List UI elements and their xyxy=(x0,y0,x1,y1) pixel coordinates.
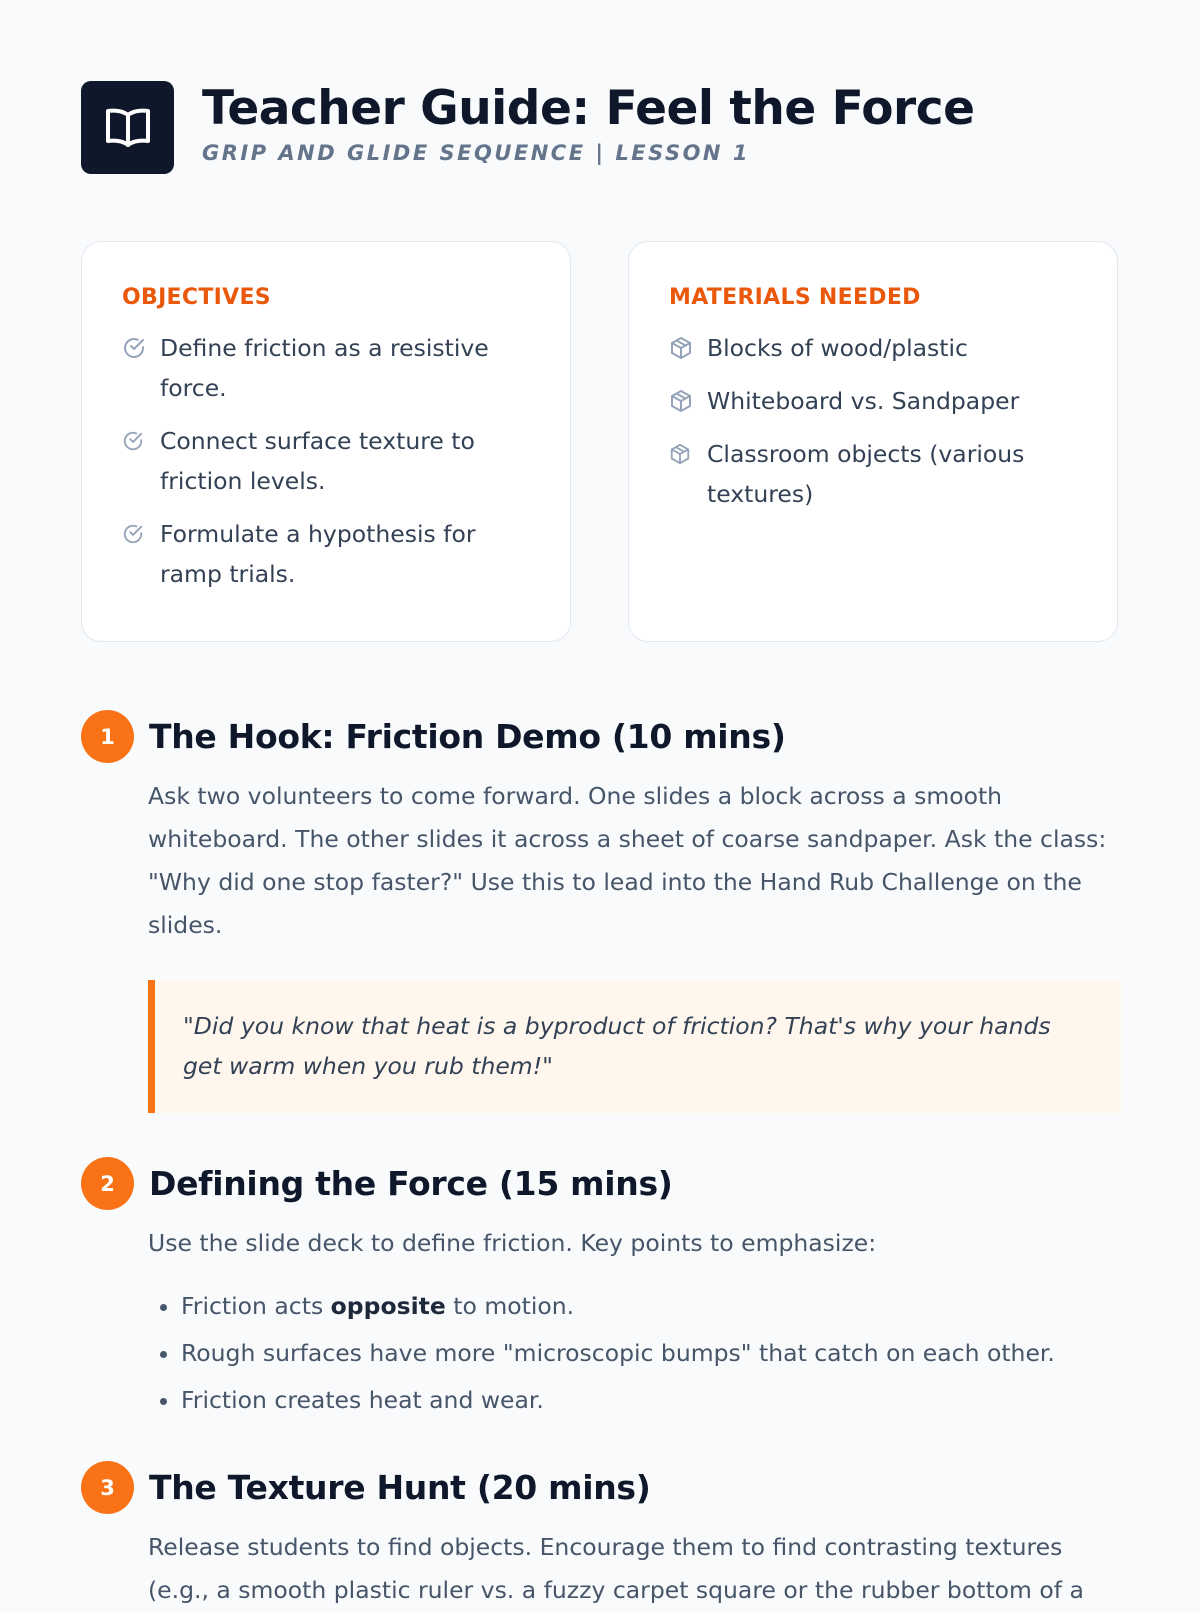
key-points-list xyxy=(148,1283,1121,1424)
list-item: • Friction acts opposite to motion. xyxy=(181,1283,1121,1330)
check-circle-icon xyxy=(122,328,148,368)
materials-list xyxy=(669,328,1077,514)
check-circle-icon xyxy=(122,514,148,554)
teacher-tip-callout: "Did you know that heat is a byproduct of friction? That's why your hands get warm when you rub them!" xyxy=(148,980,1121,1113)
section-title: Defining the Force (15 mins) xyxy=(149,1164,673,1203)
page-subtitle: GRIP AND GLIDE SEQUENCE | LESSON 1 xyxy=(202,140,750,165)
list-item: • Rough surfaces have more "microscopic bumps" that catch on each other. xyxy=(181,1330,1121,1377)
cube-icon xyxy=(669,328,695,368)
material-item xyxy=(669,328,1077,368)
step-number-badge: 2 xyxy=(81,1157,134,1210)
material-item xyxy=(669,434,1077,514)
materials-card xyxy=(628,241,1118,642)
check-circle-icon xyxy=(122,421,148,461)
objective-item xyxy=(122,328,530,408)
objectives-card xyxy=(81,241,571,642)
objective-item xyxy=(122,421,530,501)
page-title: Teacher Guide: Feel the Force xyxy=(202,81,975,136)
objectives-list xyxy=(122,328,530,594)
material-item xyxy=(669,381,1077,421)
objective-text: Define friction as a resistive force. xyxy=(160,334,489,402)
cube-icon xyxy=(669,434,695,474)
section-text: Release students to find objects. Encourage them to find contrasting textures (e.g., a smooth plastic ruler vs. a fuzzy carpet square or the rubber bottom of a xyxy=(148,1533,1084,1604)
material-text: Blocks of wood/plastic xyxy=(707,334,968,362)
section-texture-hunt xyxy=(81,1461,1121,1612)
material-text: Whiteboard vs. Sandpaper xyxy=(707,387,1020,415)
objective-item xyxy=(122,514,530,594)
objectives-title: OBJECTIVES xyxy=(122,285,271,310)
objective-text: Formulate a hypothesis for ramp trials. xyxy=(160,520,476,588)
section-title: The Hook: Friction Demo (10 mins) xyxy=(149,717,786,756)
section-hook xyxy=(81,710,1121,1113)
section-title: The Texture Hunt (20 mins) xyxy=(149,1468,651,1507)
section-text: Use the slide deck to define friction. Key points to emphasize: xyxy=(148,1229,877,1257)
section-defining xyxy=(81,1157,1121,1424)
open-book-icon xyxy=(103,105,153,151)
list-item: • Friction creates heat and wear. xyxy=(181,1377,1121,1424)
logo-badge xyxy=(81,81,174,174)
cube-icon xyxy=(669,381,695,421)
material-text: Classroom objects (various textures) xyxy=(707,440,1025,508)
page-header xyxy=(81,81,974,174)
step-number-badge: 1 xyxy=(81,710,134,763)
emphasis-text: opposite xyxy=(330,1292,446,1320)
objective-text: Connect surface texture to friction levels. xyxy=(160,427,475,495)
step-number-badge: 3 xyxy=(81,1461,134,1514)
section-text: Ask two volunteers to come forward. One slides a block across a smooth whiteboard. The other slides it across a sheet of coarse sandpaper. Ask the class: "Why did one stop faster?" Use this to lead into the Hand Rub Challenge on the slides. xyxy=(148,782,1107,939)
materials-title: MATERIALS NEEDED xyxy=(669,285,921,310)
